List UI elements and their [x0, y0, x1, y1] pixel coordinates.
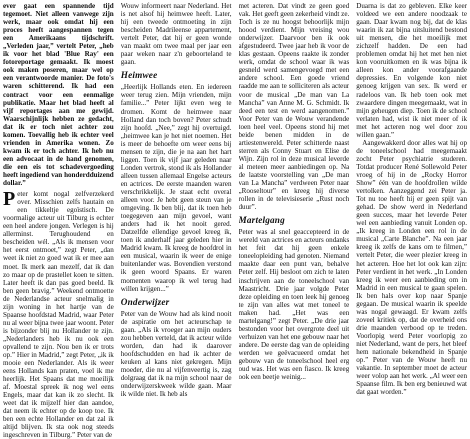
body-paragraph: Peter van de Wouw had als kind nooit de aspiratie om het acteurschap te gaan. „Als ik vroeger aan mijn ouders zou hebben verteld, dat ik acteur wilde worden, dan had ik daarover hoofdschudden en had ik achter de keuken al kans niet gekregen. Mijn moeder, die nu al vijfenveertig is, zag dolgraag dat ik na mijn school naar de onderwijzerskweek wilde gaan. Maar ik wilde niet. Ik heb als — [120, 309, 232, 399]
body-paragraph: Peter was al snel geaccepteerd in de wereld van actrices en acteurs ondanks het feit dat hij geen enkele toneelopleiding had genoten. Niemand maakte daar een punt van, behalve Peter zelf. Hij besloot om zich te laten inschrijven aan de toneelschool van Maastricht. Drie jaar volgde Peter deze opleiding en toen leek hij genoeg te zijn van alles wat met toneel te maken had. „Het was een martelgang!” zegt Peter. „De drie jaar bestonden voor het overgrote deel uit verhuizen van het ene gebouw naar het andere. De eerste dag van de opleiding werden we geëvacueerd omdat het gebouw van de toneelschool heel erg oud was. Het was een fiasco. Ik kreeg ook een beetje weinig... — [238, 228, 350, 382]
body-paragraph: Wouw informeert naar Nederland. Het is net alsof hij heimwee heeft. Later, hij een tweede ontmoeting in zijn bescheiden Madrileense appartement, vertelt Peter, dat hij er geen wonde van maakt om twee maal per jaar een paar weken naar z'n geboorteland te gaan. — [120, 2, 232, 67]
body-paragraph: met acteren. Dat vindt ze geen goed vak. Het geeft geen zekerheid vindt ze. Toch is ze nu hoogst behoorlijk mijn hoood verdient. Mijn vreising wou onderwijzer. Daarvoor ben ik ook afgestudeerd. Twee jaar heb ik voor de klas gestaan. Opeens raakte ik zonder werk, omdat de school waar ik was gesneld werd samengevoegd met een andere school. Een goede vriend raadde me aan te solliciteren als acteur voor de musical „De man van La Mancha” van Anne M. G. Schmidt. Ik deed een test en werd aangenomen.” Voor Peter van de Wouw verandende toen heel veel. Opeens stond hij met beide benen midden in de artiestenwereld. Peter schitterde naast sterren als Conny Stuart en Elise de Wijn. Zijn rol in deze musical leverde al meteen meer aanbiedingen op. Na de laatste voorstelling van „De man van La Mancha” verdween Peter naar „Rooseltour” en kreeg hij diverse rollen in de televisieserie „Rust noch duur”. — [238, 2, 350, 212]
lead-paragraph: ever gaat een spannende tijd tegemoet. Niet alleen vanwege zijn werk, maar ook omdat hij een proces heeft aangespannen tegen een Amerikaans tijdschrift. „Verleden jaar,” vertelt Peter, „heb ik voor het blad 'Blue Ray' een fotoreportage gemaakt. Ik moest ook maken poseren, maar wel op een verantwoorde manier. De foto's waren schitterend. Ik had een contract voor een eenmalige publikatie. Maar het blad heeft al vijf reportages aan me gewijd. Waarschijnlijk hebben ze gedacht, dat ik er toch niet achter zou komen. Toevallig heb ik echter veel vrienden in Amerika wonen. Zo kwam ik er toch achter. Ik heb nu een advocaat in de hand genomen, die een eis tot schadevergoeding heeft ingediend van honderdduizend dollar.” — [3, 2, 114, 188]
body-paragraph: Duarna is dat zo gebleven. Elke keer voldeed we een andere noodzaak te gaan. Daar kwam nog bij, dat de klas waarin ik zat bijna uitsluitend bestond uit mensen, die het moeilijk met zichzelf hadden. De een had problemen omdat hij het met hen niet kon vooruitkomen en ik was bijna ik alleen kon ander voorafgaande depressies. En volgende kon niet genoeg krijgen van sex. Ik werd er radeloos van. Ik heb toen ook met zwaardere dingen meegemaakt, wat in mijn geheugen diep. Toen ik de school verlaten had, wist ik niet meer of ik met het acteren nog wel door zou willen gaan.” — [356, 2, 467, 139]
body-paragraph: „Heerlijk Hollands eten. En iedereen weer terug zien. Mijn vrienden, mijn familie...” Peter lijkt even weg te dromen. Komt de heimwee naar Holland dan toch boven? Peter schudt zijn hoofd. „Nee,” zegt hij overtuigd. „heimwee kan je het niet noemen. Het is meer de behoefte om weer eens bij mensen te zijn, die je na aan het hart liggen. Toen ik vijf jaar geleden naar Londen vertrok, stond ik als Hollander alleen tussen allemaal Engelse acteurs en actrices. De eerste maanden waren verschrikkelijk. Je staat echt overal alleen voor. Je hebt geen steun van je omgeving. Ik ben blij, dat ik toen heb toegegeven aan mijn gevoel, want anders had ik het nooit gered. Datzelfde ellendige gevoel kreeg ik, toen ik anderhalf jaar geleden hier in Madrid kwam. Ik kreeg de hoofdrol in een musical, waarin ik weer de enige buitenlander was. Bovendien verstond ik geen woord Spaans. Er waren momenten waarop ik wel terug had willen krijgen...” — [120, 83, 232, 293]
subheading-martelgang: Martelgang — [238, 215, 285, 226]
drop-cap: P — [3, 188, 16, 211]
text-column-4 — [356, 2, 467, 439]
text-column-1 — [3, 2, 114, 439]
subheading-onderwijzer: Onderwijzer — [120, 296, 170, 307]
text-column-3 — [239, 2, 350, 439]
body-paragraph — [3, 190, 114, 439]
body-text: eter komt nogal zelfverzekerd over. Misschien zelfs hautain en een tikkeltje egoïstisch. De voormalige acteur uit Tilburg is echter een heel andere jongen. Verlegen is hij allerminst. Terughoudend en bescheiden wél. „Als ik mensen voor het eerst ontmoet,” zegt Peter, „dan weet ik niet zo goed wat ik er mee aan moet. Ik merk aan mezelf, dat ik dan zo maar op de prastellet koen te sitten. Later heeft ik dan pas goed beeld. Ik ben geen bravig.” Weekend ontmoette de Nederlandse acteur snelmalig in zijn woning in het hartje van de Spaanse hoofdstad Madrid, waar Peter nu al weer bijna twee jaar woont. Peter is bijzonder blij nu Hollander te zijn. „Nederlanders heb ik nu ook een opvallend te zijn. Nou ben ik er trots op.” Hier in Madrid,” zegt Peter, „ik ik mooie een Nederlander. Als ik weer eens Hollands kan praten, voel ik me heerlijk. Het Spaans dat me moeilijk af. Moestal spreek ik nog wel eens Engels, maar dat kan ik zo slecht. Ik weet dat ik mijzelf hier dan aandoe, dat neem ik echter op de koop toe. Ik ben een echte Hollander en dat zal ik altijd blijven. Ik sta ook nog steeds ingeschreven in Tilburg.” Peter van de — [3, 190, 114, 439]
subheading-heimwee: Heimwee — [120, 70, 158, 81]
text-column-2 — [121, 2, 232, 439]
body-paragraph: Aangewakkerd door alles wat hij op de toneelschool had meegemaakt zocht Peter psychiatrie studeren. Totdat producer René Sollewold Peter vroeg of hij in de „Rocky Horror Show” één van de hoofdrollen wilde vertolken. Aanzeggend zei Peter ja. Tot nu toe heeft hij er geen spijt van gehad. De show werd in Nederland geen succes, maar het leverde Peter wel een aanbieding vanuit Londen op. „Ik kreeg in Londen een rol in de musical „Carte Blanche”. Na een jaar kreeg ik zelfs de kans om te filmen,” vertelt Peter, die weer plezier kreeg in het acteren. Hoe het lot ook kan zijn: Peter verdient in het werk. „In Londen kreeg ik weer een aanbieding om in Madrid in een musical te gaan spelen. Ik ben hals over kop naar Spanje gegaan. De musical waarin ik speelde was nogal gewaagd. Er kwam zelfs zoveel kritiek op, dat de overheid ons drie maanden verbood op te treden. Voorlopig werd Peter voorlopig zo niet Nederland, want de pers, het bleef hem nationale bekendheid in Spanje op.” Peter van de Wouw heeft nu vakantie. In september moet de acteur weer volop aan het werk. „Al weer een Spaanse film. Ik ben erg benieuwd wat dat gaat worden.” — [356, 138, 467, 397]
